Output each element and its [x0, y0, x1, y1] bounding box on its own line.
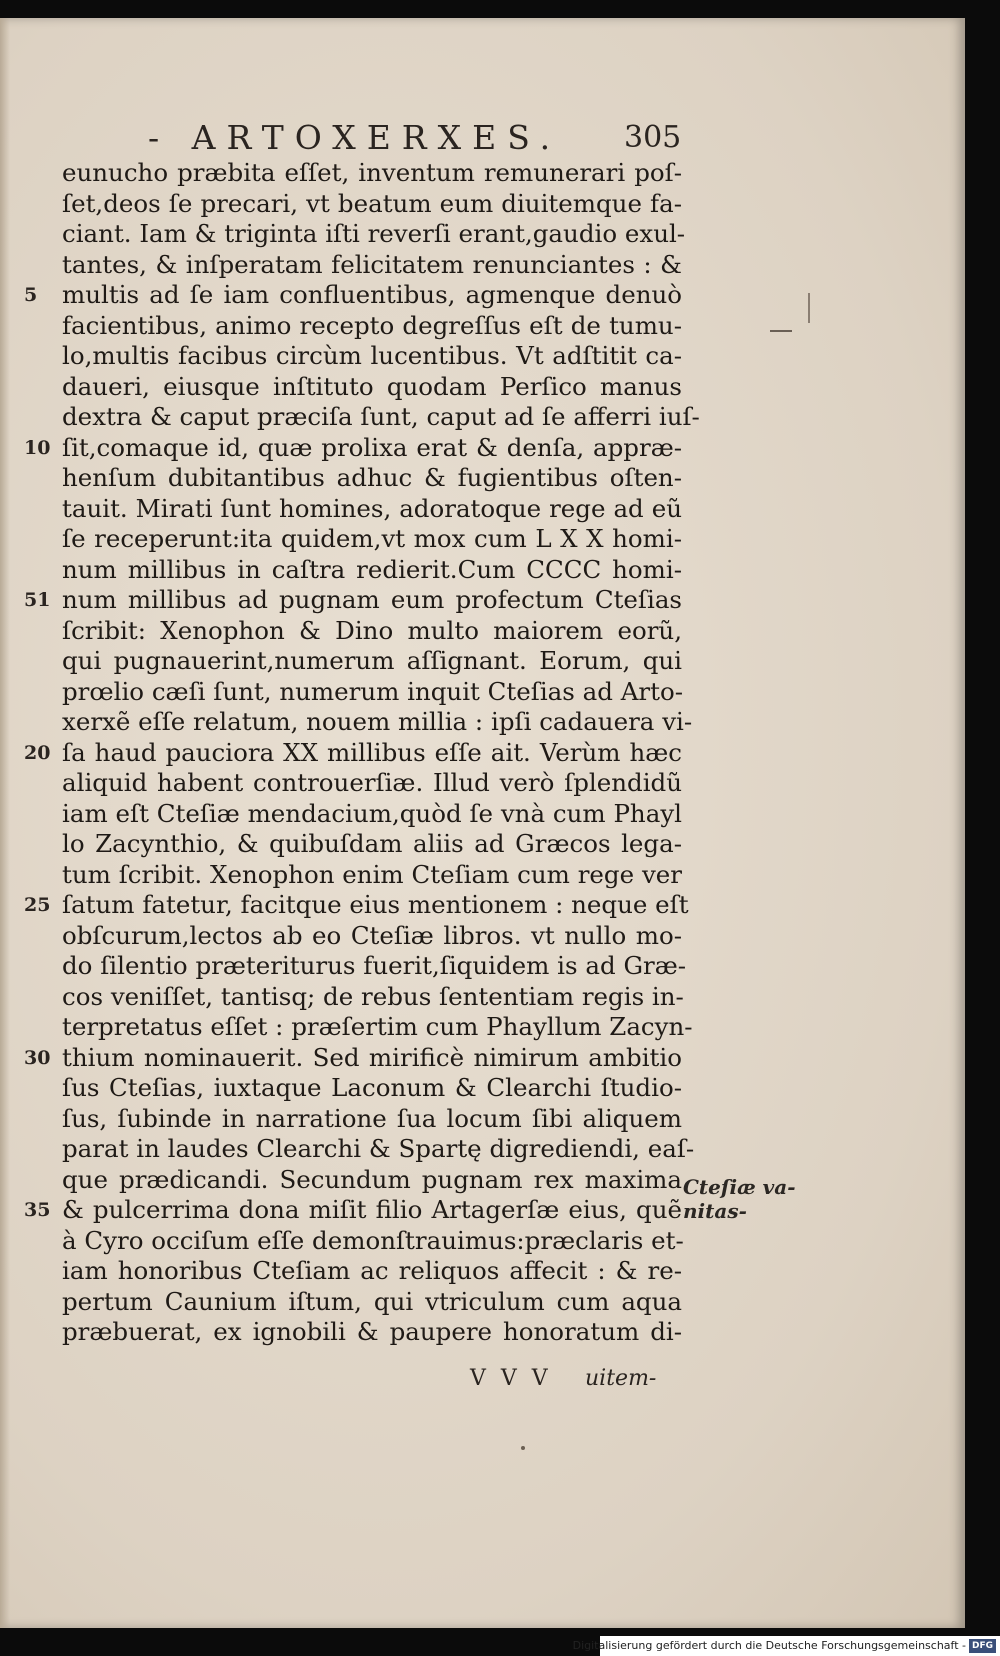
text-line	[62, 768, 682, 799]
line-text: & pulcerrima dona miſit filio Artagerſæ eius, quẽ	[62, 1195, 682, 1224]
line-number: 10	[24, 436, 51, 459]
line-text: aliquid habent controuerſiæ. Illud verò ſplendidũ	[62, 768, 682, 797]
text-line	[24, 585, 682, 616]
text-line	[62, 1256, 682, 1287]
line-text: ſus Cteſias, iuxtaque Laconum & Clearchi ſtudio-	[62, 1073, 682, 1102]
line-text: tauit. Mirati ſunt homines, adoratoque rege ad eũ	[62, 493, 682, 523]
text-line	[24, 1195, 682, 1226]
text-line	[62, 982, 682, 1013]
line-text: que prædicandi. Secundum pugnam rex maxima	[62, 1164, 682, 1194]
text-line	[62, 524, 682, 555]
text-line	[62, 1226, 682, 1257]
line-number: 20	[24, 741, 51, 764]
line-text: à Cyro occiſum eſſe demonſtrauimus:præclaris et-	[62, 1225, 684, 1255]
text-line	[24, 737, 682, 769]
line-text: dextra & caput præciſa ſunt, caput ad ſe afferri iuſ-	[62, 402, 700, 431]
text-line	[62, 1134, 695, 1165]
margin-note-line: nitas-	[683, 1199, 747, 1223]
running-title: - ARTOXERXES.	[148, 118, 562, 157]
text-line	[62, 1317, 682, 1348]
line-text: parat in laudes Clearchi & Spartę digrediendi, eaſ-	[62, 1134, 695, 1163]
line-number: 51	[24, 589, 51, 611]
line-text: iam honoribus Cteſiam ac reliquos affecit : & re-	[62, 1256, 682, 1285]
ink-speck	[521, 1446, 525, 1450]
line-text: ſa haud pauciora XX millibus eſſe ait. Verùm hæc	[62, 737, 682, 767]
page-footer	[0, 1366, 965, 1396]
signature-mark: V V V	[470, 1366, 552, 1391]
margin-pencil-mark	[770, 330, 792, 332]
line-text: multis ad ſe iam confluentibus, agmenque denuò	[62, 280, 682, 309]
text-line	[62, 921, 682, 952]
digitization-credit-bar	[572, 1636, 1000, 1656]
text-line	[24, 280, 682, 311]
line-number: 5	[24, 284, 38, 306]
line-text: lo,multis facibus circùm lucentibus. Vt adſtitit ca-	[62, 341, 682, 370]
margin-note-line: Cteſiæ va-	[683, 1175, 796, 1199]
line-text: ſit,comaque id, quæ prolixa erat & denſa, appræ-	[62, 432, 682, 462]
page-header	[0, 106, 965, 156]
line-text: pertum Caunium iſtum, qui vtriculum cum aqua	[62, 1286, 682, 1316]
line-text: num millibus in caſtra redierit.Cum CCCC homi-	[62, 554, 682, 584]
text-line	[62, 677, 682, 708]
text-line	[62, 463, 682, 494]
text-line	[62, 1165, 682, 1196]
line-number: 25	[24, 894, 51, 916]
line-text: eunucho præbita eſſet, inventum remunerari poſ-	[62, 158, 682, 187]
line-number: 30	[24, 1046, 51, 1069]
text-line	[62, 1073, 682, 1104]
text-line	[62, 707, 693, 738]
line-text: facientibus, animo recepto degreſſus eſt de tumu-	[62, 310, 682, 340]
text-line	[62, 311, 682, 342]
credit-text: Digitalisierung gefördert durch die Deutsche Forschungsgemeinschaft -	[572, 1639, 966, 1652]
line-text: ſcribit: Xenophon & Dino multo maiorem eorũ,	[62, 615, 682, 645]
text-line	[62, 616, 682, 647]
margin-pencil-mark	[808, 293, 810, 323]
line-text: ſus, ſubinde in narratione ſua locum ſibi aliquem	[62, 1103, 682, 1133]
line-text: ſet,deos ſe precari, vt beatum eum diuitemque fa-	[62, 188, 682, 218]
line-text: cos veniſſet, tantisq; de rebus ſententiam regis in-	[62, 981, 684, 1011]
line-text: præbuerat, ex ignobili & paupere honoratum di-	[62, 1317, 682, 1346]
text-line	[62, 494, 682, 525]
line-text: do ſilentio præteriturus fuerit,ſiquidem is ad Græ-	[62, 951, 687, 980]
line-text: xerxẽ eſſe relatum, nouem millia : ipſi cadauera vi-	[62, 707, 693, 736]
line-text: tantes, & inſperatam felicitatem renunciantes : &	[62, 249, 682, 279]
text-line	[62, 189, 682, 220]
text-line	[62, 860, 682, 891]
text-line	[24, 890, 689, 921]
text-line	[62, 799, 682, 830]
text-line	[62, 402, 700, 433]
text-line	[62, 829, 682, 860]
catchword: uitem-	[585, 1366, 657, 1391]
line-text: henſum dubitantibus adhuc & fugientibus oſten-	[62, 463, 682, 492]
dfg-logo: DFG	[969, 1639, 996, 1653]
text-line	[24, 432, 682, 464]
text-line	[62, 250, 682, 281]
line-number: 35	[24, 1199, 51, 1221]
book-page	[0, 18, 965, 1628]
line-text: num millibus ad pugnam eum profectum Cteſias	[62, 585, 682, 614]
page-number: 305	[624, 120, 682, 155]
body-text-block	[24, 158, 700, 1348]
text-line	[62, 951, 687, 982]
text-line	[62, 372, 682, 403]
text-line	[62, 1287, 682, 1318]
line-text: ſe receperunt:ita quidem,vt mox cum L X X homi-	[62, 524, 682, 553]
text-line	[62, 219, 686, 250]
text-line	[62, 1104, 682, 1135]
line-text: prœlio cæſi ſunt, numerum inquit Cteſias ad Arto-	[62, 676, 683, 706]
text-line	[24, 1042, 682, 1074]
line-text: iam eſt Cteſiæ mendacium,quòd ſe vnà cum Phayl	[62, 798, 682, 828]
text-line	[62, 1012, 693, 1043]
text-line	[62, 341, 682, 372]
line-text: terpretatus eſſet : præſertim cum Phayllum Zacyn-	[62, 1012, 693, 1041]
margin-note	[683, 1175, 796, 1223]
line-text: obſcurum,lectos ab eo Cteſiæ libros. vt nullo mo-	[62, 920, 682, 950]
text-line	[62, 158, 682, 189]
line-text: tum ſcribit. Xenophon enim Cteſiam cum rege ver	[62, 859, 682, 889]
line-text: ſatum fatetur, facitque eius mentionem : neque eſt	[62, 890, 689, 919]
line-text: lo Zacynthio, & quibuſdam aliis ad Græcos lega-	[62, 829, 682, 858]
line-text: qui pugnauerint,numerum aſſignant. Eorum, qui	[62, 646, 682, 675]
line-text: ciant. Iam & triginta iſti reverſi erant,gaudio exul-	[62, 219, 686, 248]
line-text: daueri, eiusque inſtituto quodam Perſico manus	[62, 371, 682, 401]
text-line	[62, 555, 682, 586]
line-text: thium nominauerit. Sed mirificè nimirum ambitio	[62, 1042, 682, 1072]
text-line	[62, 646, 682, 677]
